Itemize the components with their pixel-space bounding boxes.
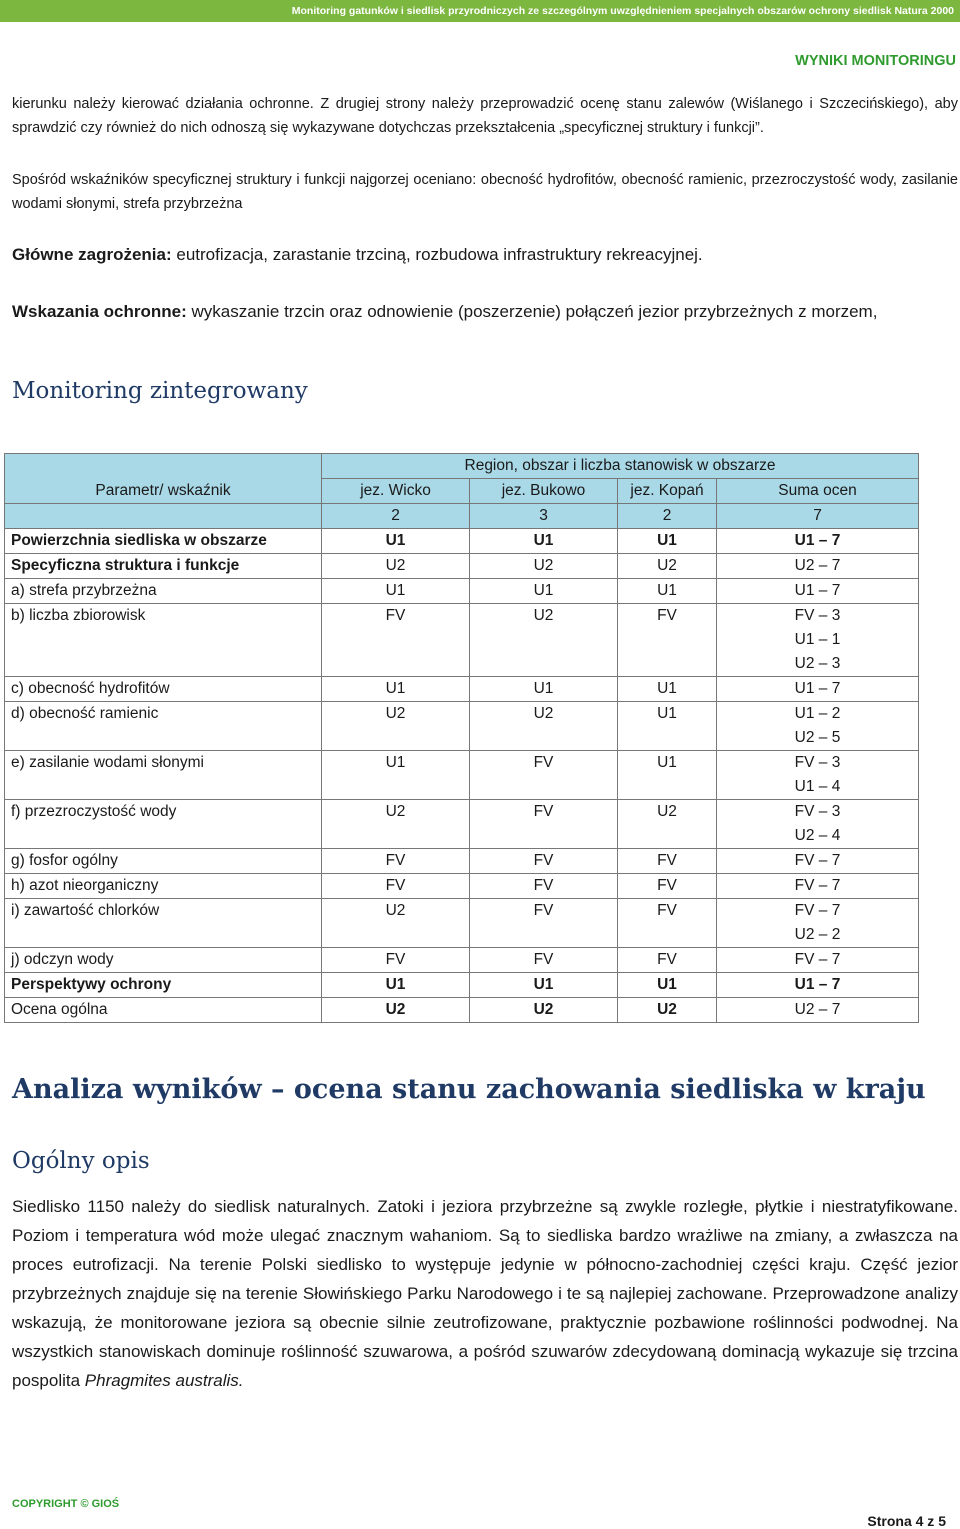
rating-cell: FV – 3 U2 – 4 xyxy=(717,800,919,849)
rating-cell: U1 xyxy=(322,751,470,800)
row-label: j) odczyn wody xyxy=(5,948,322,973)
col-header: Suma ocen xyxy=(717,479,919,504)
intro-paragraph-1: kierunku należy kierować działania ochronne. Z drugiej strony należy przeprowadzić ocenę stanu zalewów (Wiślanego i Szczecińskiego), aby sprawdzić czy również do nich odnoszą się wykazywane dotychczas przekształcenia „specyficznej struktury i funkcji”. xyxy=(12,96,958,136)
protection-text: wykaszanie trzcin oraz odnowienie (poszerzenie) połączeń jezior przybrzeżnych z morzem, xyxy=(186,302,878,321)
rating-cell: FV xyxy=(470,751,618,800)
rating-cell: U1 xyxy=(470,529,618,554)
count-cell: 3 xyxy=(470,504,618,529)
rating-cell: U1 xyxy=(322,529,470,554)
table-row xyxy=(5,849,919,874)
count-cell: 7 xyxy=(717,504,919,529)
rating-cell: FV xyxy=(470,800,618,849)
rating-cell: U2 xyxy=(322,554,470,579)
rating-cell: FV xyxy=(618,874,717,899)
rating-cell: FV – 7 xyxy=(717,948,919,973)
rating-cell: U2 xyxy=(470,998,618,1023)
rating-cell: U1 xyxy=(618,973,717,998)
param-header: Parametr/ wskaźnik xyxy=(5,454,322,504)
rating-cell: U1 xyxy=(618,751,717,800)
general-text: Siedlisko 1150 należy do siedlisk naturalnych. Zatoki i jeziora przybrzeżne są zwykle rozległe, płytkie i niestratyfikowane. Poziom i temperatura wód może ulegać znacznym wahaniom. Są to siedliska bardzo wrażliwe na zmiany, a zwłaszcza na proces eutrofizacji. Na terenie Polski siedlisko to występuje jedynie w północno-zachodniej części kraju. Część jezior przybrzeżnych znajduje się na terenie Słowińskiego Parku Narodowego i te są najlepiej zachowane. Przeprowadzone analizy wskazują, że monitorowane jeziora są obecnie silnie zeutrofizowane, praktycznie pozbawione roślinności podwodnej. Na wszystkich stanowiskach dominuje roślinność szuwarowa, a pośród szuwarów zdecydowaną dominacją wykazuje się trzcina pospolita xyxy=(12,1197,958,1390)
rating-cell: U2 – 7 xyxy=(717,554,919,579)
row-label: a) strefa przybrzeżna xyxy=(5,579,322,604)
rating-cell: U2 xyxy=(470,702,618,751)
row-label: b) liczba zbiorowisk xyxy=(5,604,322,677)
row-label: d) obecność ramienic xyxy=(5,702,322,751)
rating-cell: FV – 7 U2 – 2 xyxy=(717,899,919,948)
section-label: WYNIKI MONITORINGU xyxy=(795,53,956,69)
page-number: Strona 4 z 5 xyxy=(867,1513,946,1529)
rating-cell: FV xyxy=(322,849,470,874)
species-name: Phragmites australis. xyxy=(84,1371,244,1390)
count-cell: 2 xyxy=(322,504,470,529)
rating-cell: U2 xyxy=(618,998,717,1023)
rating-cell: U2 xyxy=(618,800,717,849)
rating-cell: U1 xyxy=(470,579,618,604)
rating-cell: FV xyxy=(470,874,618,899)
table-row xyxy=(5,529,919,554)
region-header: Region, obszar i liczba stanowisk w obszarze xyxy=(322,454,919,479)
rating-cell: U1 xyxy=(322,973,470,998)
row-label: c) obecność hydrofitów xyxy=(5,677,322,702)
page-header: Monitoring gatunków i siedlisk przyrodniczych ze szczególnym uwzględnieniem specjalnych obszarów ochrony siedlisk Natura 2000 xyxy=(0,0,960,22)
rating-cell: U1 – 7 xyxy=(717,529,919,554)
protection-paragraph xyxy=(12,297,958,326)
threats-label: Główne zagrożenia: xyxy=(12,245,172,264)
table-row xyxy=(5,899,919,948)
table-row xyxy=(5,998,919,1023)
rating-cell: U2 xyxy=(470,604,618,677)
col-header: jez. Bukowo xyxy=(470,479,618,504)
col-header: jez. Wicko xyxy=(322,479,470,504)
rating-cell: U1 xyxy=(618,529,717,554)
rating-cell: U1 xyxy=(470,677,618,702)
threats-paragraph xyxy=(12,240,958,269)
count-cell: 2 xyxy=(618,504,717,529)
row-label: Powierzchnia siedliska w obszarze xyxy=(5,529,322,554)
monitoring-heading: Monitoring zintegrowany xyxy=(12,378,308,404)
rating-cell: U2 xyxy=(322,998,470,1023)
rating-cell: FV xyxy=(322,604,470,677)
row-label: Specyficzna struktura i funkcje xyxy=(5,554,322,579)
rating-cell: FV – 3 U1 – 1 U2 – 3 xyxy=(717,604,919,677)
rating-cell: U1 – 2 U2 – 5 xyxy=(717,702,919,751)
rating-cell: U2 xyxy=(322,899,470,948)
intro-paragraph-2: Spośród wskaźników specyficznej struktury i funkcji najgorzej oceniano: obecność hydrofitów, obecność ramienic, przezroczystość wody, zasilanie wodami słonymi, strefa przybrzeżna xyxy=(12,172,958,212)
rating-cell: U1 xyxy=(470,973,618,998)
rating-cell: FV xyxy=(470,849,618,874)
row-label: f) przezroczystość wody xyxy=(5,800,322,849)
threats-text: eutrofizacja, zarastanie trzciną, rozbudowa infrastruktury rekreacyjnej. xyxy=(171,245,703,264)
rating-cell: U1 xyxy=(618,579,717,604)
rating-cell: U1 – 7 xyxy=(717,579,919,604)
row-label: e) zasilanie wodami słonymi xyxy=(5,751,322,800)
table-row xyxy=(5,677,919,702)
rating-cell: FV xyxy=(470,899,618,948)
general-paragraph xyxy=(12,1192,958,1395)
table-row xyxy=(5,604,919,677)
rating-cell: FV – 7 xyxy=(717,874,919,899)
rating-cell: FV xyxy=(618,948,717,973)
rating-cell: U2 xyxy=(618,554,717,579)
row-label: Perspektywy ochrony xyxy=(5,973,322,998)
table-row xyxy=(5,579,919,604)
rating-cell: FV – 7 xyxy=(717,849,919,874)
rating-cell: FV xyxy=(322,874,470,899)
analysis-heading: Analiza wyników – ocena stanu zachowania siedliska w kraju xyxy=(12,1074,926,1105)
rating-cell: FV xyxy=(618,849,717,874)
table-row xyxy=(5,948,919,973)
rating-cell: FV – 3 U1 – 4 xyxy=(717,751,919,800)
rating-cell: FV xyxy=(618,604,717,677)
rating-cell: U1 xyxy=(618,702,717,751)
protection-label: Wskazania ochronne: xyxy=(12,302,187,321)
row-label: g) fosfor ogólny xyxy=(5,849,322,874)
rating-cell: U1 xyxy=(322,677,470,702)
table-row xyxy=(5,973,919,998)
monitoring-table xyxy=(4,453,919,1023)
table-row xyxy=(5,800,919,849)
rating-cell: FV xyxy=(618,899,717,948)
table-row xyxy=(5,874,919,899)
rating-cell: FV xyxy=(470,948,618,973)
row-label: i) zawartość chlorków xyxy=(5,899,322,948)
counts-empty-cell xyxy=(5,504,322,529)
col-header: jez. Kopań xyxy=(618,479,717,504)
rating-cell: U2 xyxy=(470,554,618,579)
row-label: h) azot nieorganiczny xyxy=(5,874,322,899)
rating-cell: U2 – 7 xyxy=(717,998,919,1023)
rating-cell: FV xyxy=(322,948,470,973)
table-row xyxy=(5,751,919,800)
rating-cell: U1 – 7 xyxy=(717,973,919,998)
rating-cell: U2 xyxy=(322,702,470,751)
rating-cell: U1 xyxy=(618,677,717,702)
table-row xyxy=(5,554,919,579)
row-label: Ocena ogólna xyxy=(5,998,322,1023)
copyright: COPYRIGHT © GIOŚ xyxy=(12,1498,120,1510)
rating-cell: U1 – 7 xyxy=(717,677,919,702)
general-heading: Ogólny opis xyxy=(12,1148,150,1174)
rating-cell: U2 xyxy=(322,800,470,849)
rating-cell: U1 xyxy=(322,579,470,604)
table-row xyxy=(5,702,919,751)
